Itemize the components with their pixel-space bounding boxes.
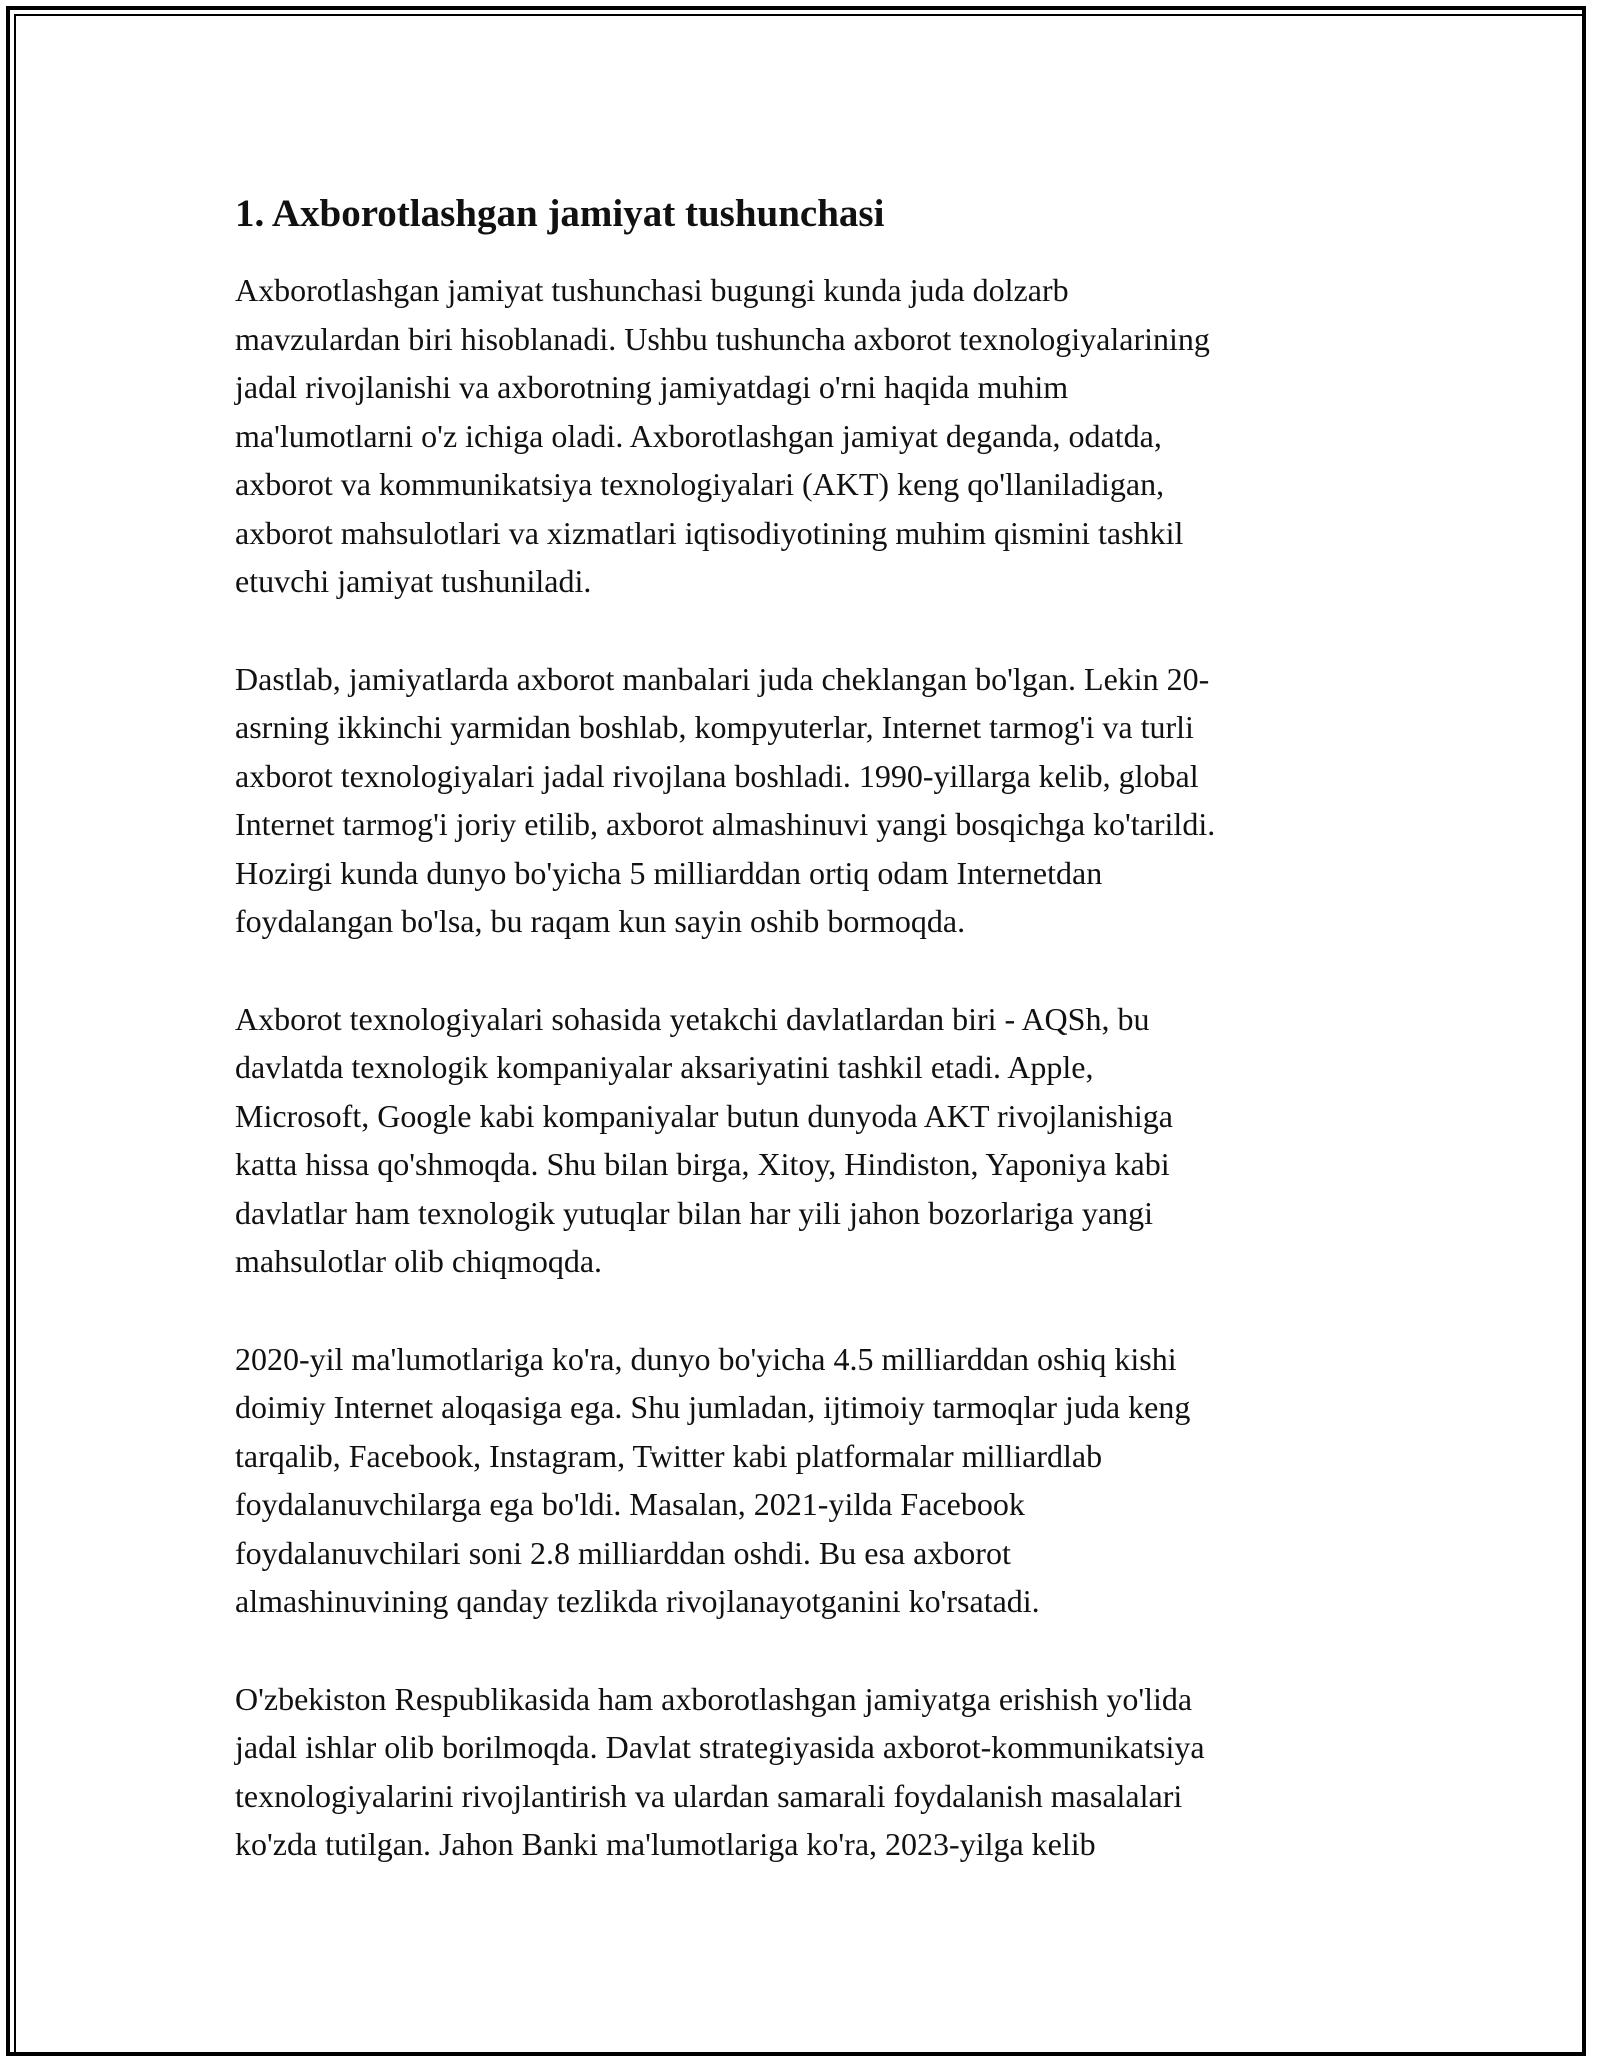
paragraph-1: Axborotlashgan jamiyat tushunchasi bugungi kunda juda dolzarb mavzulardan biri hisoblanadi. Ushbu tushuncha axborot texnologiyalarining jadal rivojlanishi va axborotning jamiyatdagi o'rni haqida muhim ma'lumotlarni o'z ichiga oladi. Axborotlashgan jamiyat deganda, odatda, axborot va kommunikatsiya texnologiyalari (AKT) keng qo'llaniladigan, axborot mahsulotlari va xizmatlari iqtisodiyotining muhim qismini tashkil etuvchi jamiyat tushuniladi. (235, 272, 1210, 599)
document-body (235, 190, 1365, 1918)
paragraph-5: O'zbekiston Respublikasida ham axborotlashgan jamiyatga erishish yo'lida jadal ishlar olib borilmoqda. Davlat strategiyasida axborot-kommunikatsiya texnologiyalarini rivojlantirish va ulardan samarali foydalanish masalalari ko'zda tutilgan. Jahon Banki ma'lumotlariga ko'ra, 2023-yilga kelib (235, 1680, 1205, 1862)
paragraph-2: Dastlab, jamiyatlarda axborot manbalari juda cheklangan bo'lgan. Lekin 20- asrning ikkinchi yarmidan boshlab, kompyuterlar, Internet tarmog'i va turli axborot texnologiyalari jadal rivojlana boshladi. 1990-yillarga kelib, global Internet tarmog'i joriy etilib, axborot almashinuvi yangi bosqichga ko'tarildi. Hozirgi kunda dunyo bo'yicha 5 milliarddan ortiq odam Internetdan foydalangan bo'lsa, bu raqam kun sayin oshib bormoqda. (235, 660, 1216, 939)
paragraph-4: 2020-yil ma'lumotlariga ko'ra, dunyo bo'yicha 4.5 milliarddan oshiq kishi doimiy Internet aloqasiga ega. Shu jumladan, ijtimoiy tarmoqlar juda keng tarqalib, Facebook, Instagram, Twitter kabi platformalar milliardlab foydalanuvchilarga ega bo'ldi. Masalan, 2021-yilda Facebook foydalanuvchilari soni 2.8 milliarddan oshdi. Bu esa axborot almashinuvining qanday tezlikda rivojlanayotganini ko'rsatadi. (235, 1340, 1191, 1619)
section-heading: 1. Axborotlashgan jamiyat tushunchasi (235, 192, 885, 235)
paragraph-3: Axborot texnologiyalari sohasida yetakchi davlatlardan biri - AQSh, bu davlatda texnologik kompaniyalar aksariyatini tashkil etadi. Apple, Microsoft, Google kabi kompaniyalar butun dunyoda AKT rivojlanishiga katta hissa qo'shmoqda. Shu bilan birga, Xitoy, Hindiston, Yaponiya kabi davlatlar ham texnologik yutuqlar bilan har yili jahon bozorlariga yangi mahsulotlar olib chiqmoqda. (235, 1000, 1173, 1279)
